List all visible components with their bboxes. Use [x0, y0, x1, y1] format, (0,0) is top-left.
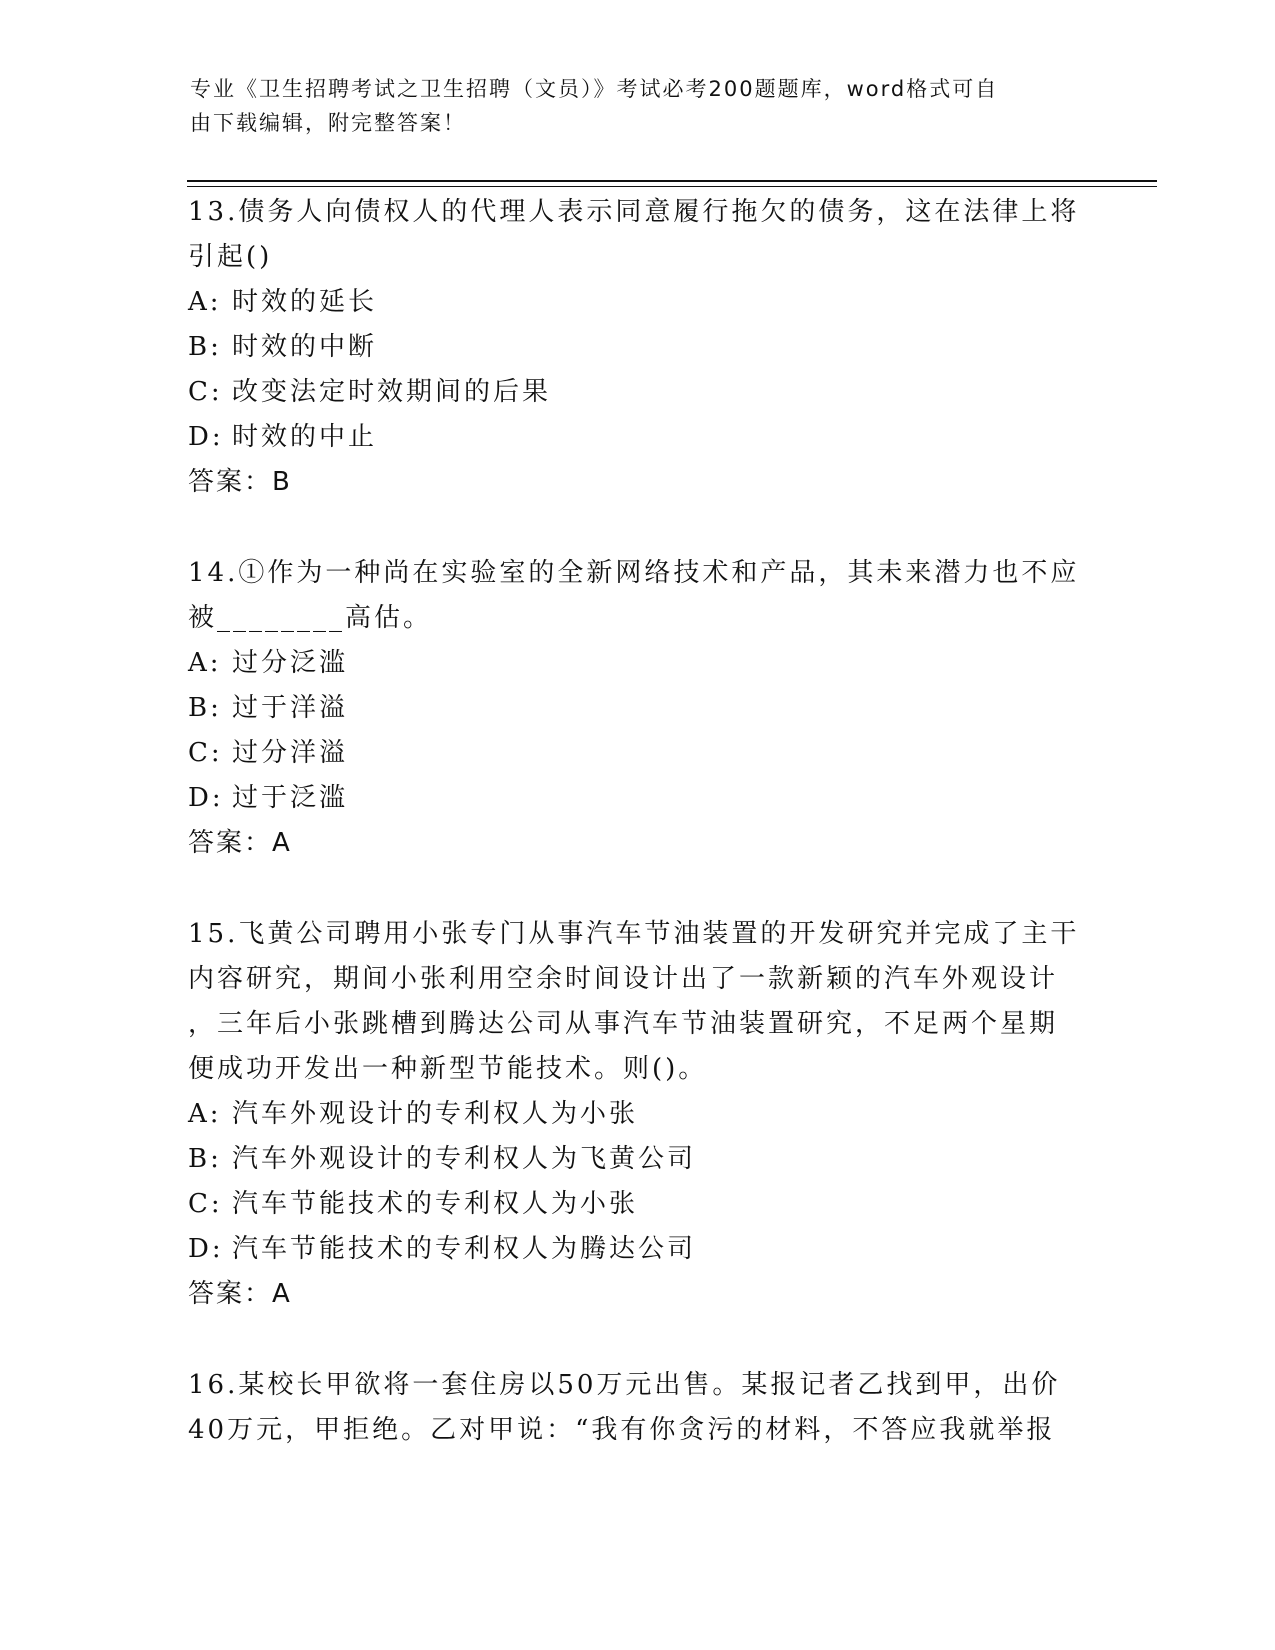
option-text: 过于洋溢 [232, 693, 349, 723]
question-stem-line: 15.飞黄公司聘用小张专门从事汽车节油装置的开发研究并完成了主干 [188, 919, 1080, 949]
question-stem-line: 13.债务人向债权人的代理人表示同意履行拖欠的债务，这在法律上将 [188, 197, 1080, 227]
option-text: 汽车外观设计的专利权人为飞黄公司 [232, 1144, 697, 1174]
question-stem-line: 内容研究，期间小张利用空余时间设计出了一款新颖的汽车外观设计 [188, 964, 1059, 994]
option-text: 时效的中止 [232, 422, 378, 452]
answer-line: 答案：A [188, 1279, 292, 1309]
answer-option [188, 731, 1088, 776]
option-text: 过分泛滥 [232, 648, 349, 678]
answer-option [188, 1182, 1088, 1227]
answer-option [188, 280, 1088, 325]
header-line-1: 专业《卫生招聘考试之卫生招聘（文员）》考试必考200题题库，word格式可自 [190, 77, 999, 101]
question-stem-line: 14.①作为一种尚在实验室的全新网络技术和产品，其未来潜力也不应 [188, 558, 1080, 588]
option-key: D: [188, 422, 224, 452]
header-line-2: 由下载编辑，附完整答案！ [190, 111, 466, 135]
answer-option [188, 325, 1088, 370]
document-header [190, 72, 1090, 140]
option-text: 汽车节能技术的专利权人为小张 [232, 1189, 639, 1219]
option-key: D: [188, 783, 224, 813]
answer-option [188, 1227, 1088, 1272]
question-stem [188, 551, 1088, 641]
option-key: D: [188, 1234, 224, 1264]
question-stem-line: 引起() [188, 242, 273, 272]
answer-line: 答案：B [188, 467, 292, 497]
option-text: 改变法定时效期间的后果 [232, 377, 552, 407]
option-key: B: [188, 332, 222, 362]
option-key: B: [188, 693, 222, 723]
answer-option [188, 1092, 1088, 1137]
option-key: B: [188, 1144, 222, 1174]
answer-option [188, 776, 1088, 821]
option-text: 时效的延长 [232, 287, 378, 317]
question-list [188, 188, 1088, 1499]
answer-line: 答案：A [188, 828, 292, 858]
option-key: A: [188, 1099, 222, 1129]
option-key: A: [188, 648, 222, 678]
question-block [188, 912, 1088, 1317]
option-text: 汽车外观设计的专利权人为小张 [232, 1099, 639, 1129]
question-stem-line: ，三年后小张跳槽到腾达公司从事汽车节油装置研究，不足两个星期 [188, 1009, 1059, 1039]
option-key: C: [188, 1189, 223, 1219]
answer-option [188, 686, 1088, 731]
question-block [188, 551, 1088, 866]
option-key: A: [188, 287, 222, 317]
question-stem-line: 被________高估。 [188, 603, 433, 633]
question-stem [188, 1363, 1088, 1453]
question-stem [188, 912, 1088, 1092]
question-stem-line: 40万元，甲拒绝。乙对甲说：“我有你贪污的材料，不答应我就举报 [188, 1415, 1056, 1445]
answer-option [188, 1137, 1088, 1182]
question-stem-line: 16.某校长甲欲将一套住房以50万元出售。某报记者乙找到甲，出价 [188, 1370, 1061, 1400]
option-key: C: [188, 738, 223, 768]
question-stem-line: 便成功开发出一种新型节能技术。则()。 [188, 1054, 708, 1084]
answer-option [188, 370, 1088, 415]
option-text: 过分洋溢 [232, 738, 349, 768]
question-stem [188, 190, 1088, 280]
option-text: 时效的中断 [232, 332, 378, 362]
option-text: 过于泛滥 [232, 783, 349, 813]
answer-option [188, 641, 1088, 686]
question-block [188, 1363, 1088, 1453]
header-rule-thick [187, 180, 1157, 182]
header-rule-thin [187, 186, 1157, 187]
question-block [188, 190, 1088, 505]
option-key: C: [188, 377, 223, 407]
option-text: 汽车节能技术的专利权人为腾达公司 [232, 1234, 697, 1264]
answer-option [188, 415, 1088, 460]
